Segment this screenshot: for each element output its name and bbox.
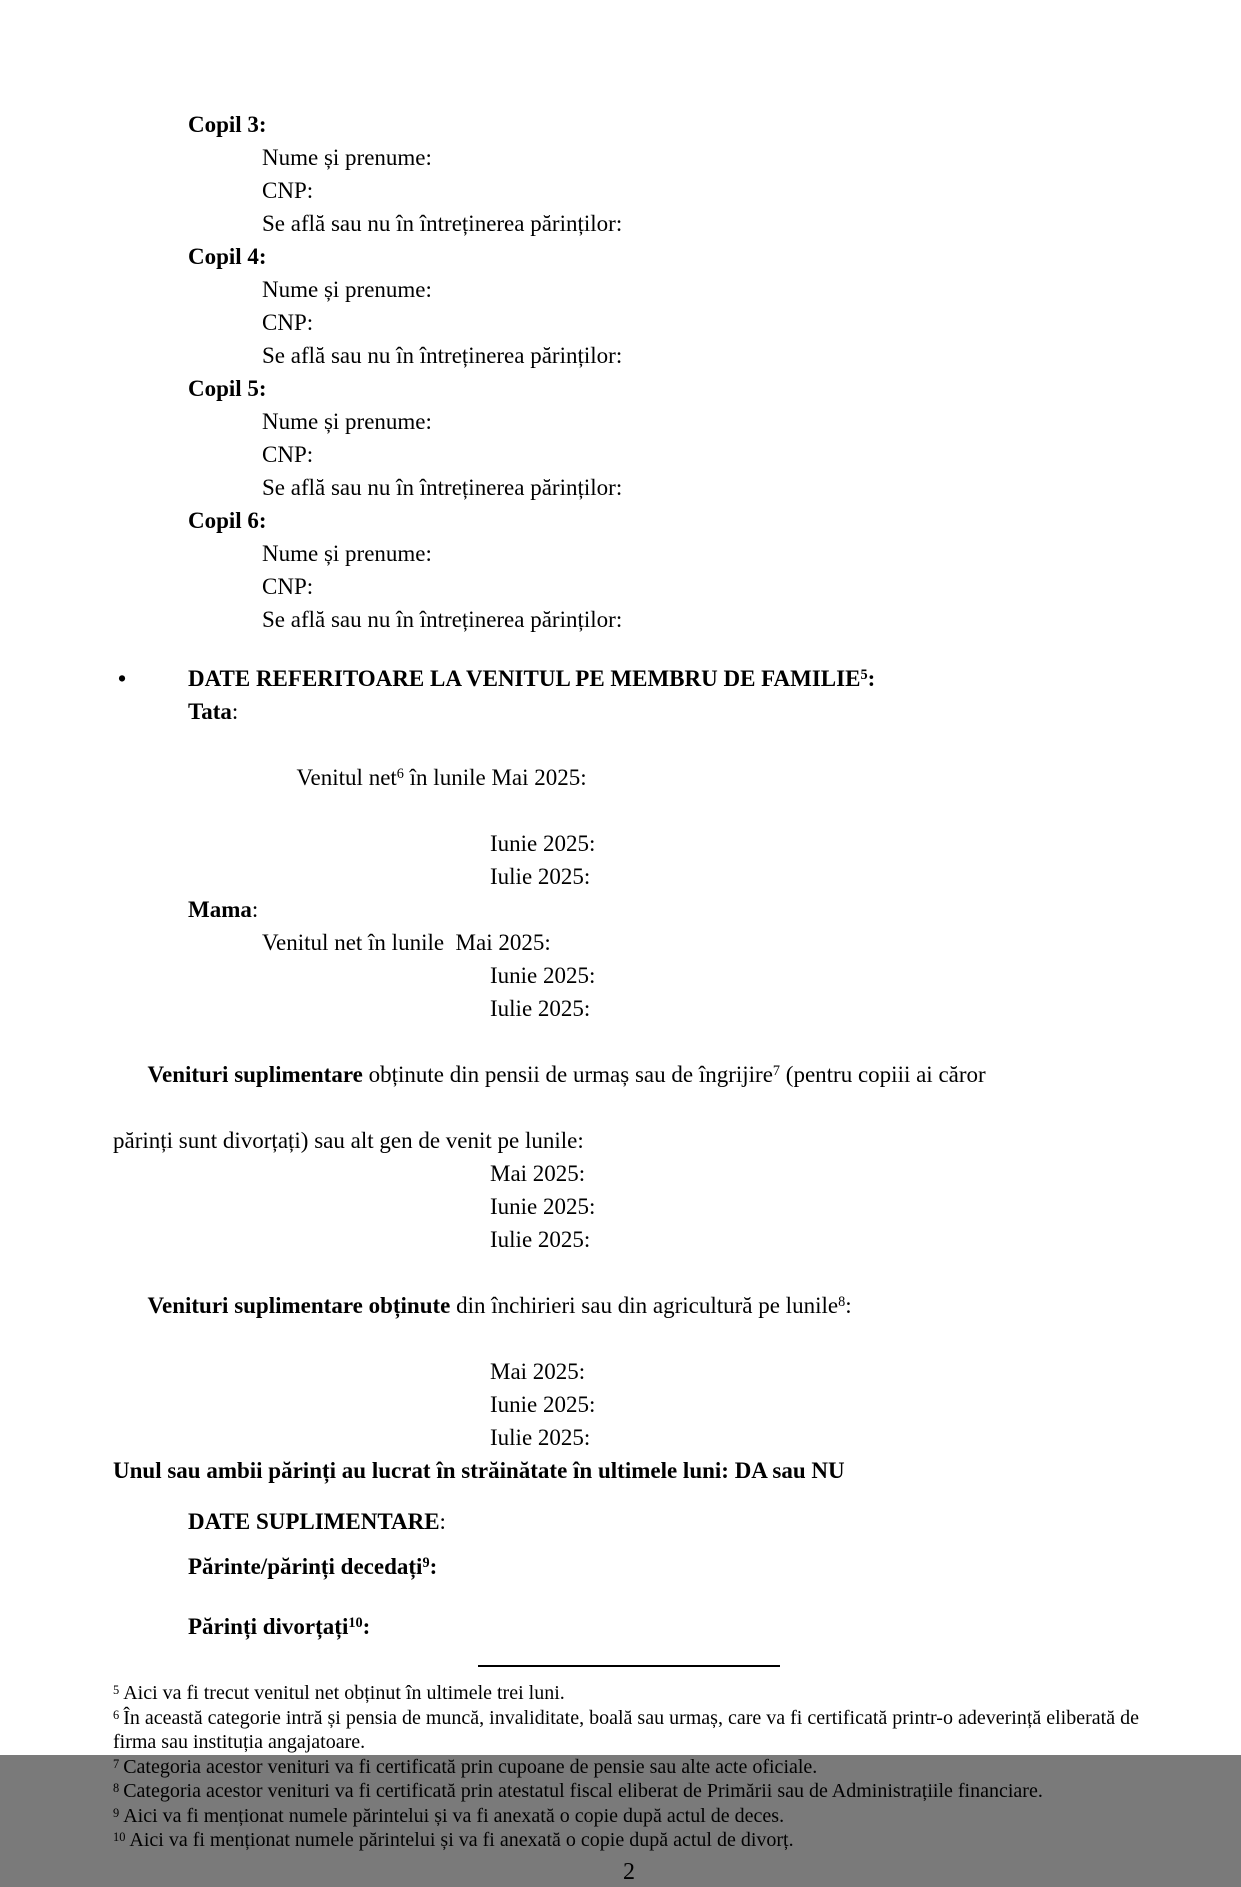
father-income-line: Venitul net$^6$ în lunile Mai 2025: [296,765,587,790]
extra-income-1-month-june: Iunie 2025: [490,1194,596,1219]
extra-income-rental-line: Venituri suplimentare obținute din închirieri sau din agricultură pe lunile$^8$: [147,1293,852,1318]
child-3-name-field: Nume și prenume: [262,145,432,170]
footnote-ref-9: 9 [422,1555,430,1572]
father-month-june: Iunie 2025: [490,831,596,856]
income-heading-text: DATE REFERITOARE LA VENITUL PE MEMBRU DE FAMILIE [188,666,861,691]
extra-income-2-month-june: Iunie 2025: [490,1392,596,1417]
child-3-label: Copil 3: [188,112,267,137]
spacer [113,1538,1145,1550]
child-5-name-field: Nume și prenume: [262,409,432,434]
deceased-parents-line: Părinte/părinți decedați$^9$: [188,1554,438,1579]
child-4-cnp-field: CNP: [262,310,314,335]
footnote-9: $^9$ Aici va fi menționat numele părintelui și va fi anexată o copie după actul de deces. [113,1804,785,1827]
child-4-name-field: Nume și prenume: [262,277,432,302]
child-3-cnp-field: CNP: [262,178,314,203]
father-month-july: Iulie 2025: [490,864,591,889]
extra-income-1-month-july: Iulie 2025: [490,1227,591,1252]
extra-income-pensions-line2: părinți sunt divorțați) sau alt gen de venit pe lunile: [113,1128,584,1153]
bullet-icon: • [118,666,127,691]
divorced-parents-line: Părinți divorțați$^{10}$: [188,1614,371,1639]
abroad-work-line: Unul sau ambii părinți au lucrat în străinătate în ultimele luni: DA sau NU [113,1458,845,1483]
footnote-number: 6 [113,1707,120,1722]
child-5-cnp-field: CNP: [262,442,314,467]
child-6-label: Copil 6: [188,508,267,533]
footnotes-section [113,1681,1145,1853]
footnote-number: 9 [113,1805,120,1820]
mother-income-line: Venitul net în lunile Mai 2025: [262,930,551,955]
children-section [113,108,1145,636]
additional-data-section [113,1505,1145,1643]
footnote-7: $^7$ Categoria acestor venituri va fi certificată prin cupoane de pensie sau alte acte oficiale. [113,1755,818,1778]
footnote-ref-6: 6 [396,766,404,783]
child-4-custody-field: Se află sau nu în întreținerea părinților: [262,343,623,368]
child-4-label: Copil 4: [188,244,267,269]
footnote-number: 7 [113,1756,120,1771]
footnote-6: $^6$ În această categorie intră și pensia de muncă, invaliditate, boală sau urmaș, care va fi certificată printr-o adeverință eliberată de firma sau instituția angajatoare. [113,1706,1139,1753]
child-5-label: Copil 5: [188,376,267,401]
footnote-10: $^{10}$ Aici va fi menționat numele părintelui și va fi anexată o copie după actul de divorț. [113,1829,794,1851]
footnote-ref-5: 5 [860,667,868,684]
extra-income-2-month-july: Iulie 2025: [490,1425,591,1450]
footnote-ref-10: 10 [348,1615,363,1632]
page-number: 2 [623,1858,635,1885]
mother-month-july: Iulie 2025: [490,996,591,1021]
footnote-number: 10 [113,1830,126,1845]
footnote-number: 8 [113,1781,120,1796]
child-6-cnp-field: CNP: [262,574,314,599]
footnote-5: $^5$ Aici va fi trecut venitul net obținut în ultimele trei luni. [113,1682,565,1704]
additional-data-heading: DATE SUPLIMENTARE: [188,1509,446,1534]
mother-label: Mama: [188,897,259,922]
child-5-custody-field: Se află sau nu în întreținerea părinților: [262,475,623,500]
spacer [113,1487,1145,1505]
income-section [113,662,1145,1487]
footnote-8: $^8$ Categoria acestor venituri va fi certificată prin atestatul fiscal eliberat de Primării sau de Administrațiile financiare. [113,1780,1043,1802]
child-3-custody-field: Se află sau nu în întreținerea părinților: [262,211,623,236]
extra-income-2-month-may: Mai 2025: [490,1359,586,1384]
footnote-ref-8: 8 [838,1294,846,1311]
child-6-custody-field: Se află sau nu în întreținerea părinților: [262,607,623,632]
extra-income-1-month-may: Mai 2025: [490,1161,586,1186]
footnote-ref-7: 7 [772,1063,781,1080]
footnote-separator [478,1665,780,1667]
footnote-number: 5 [113,1683,120,1698]
mother-month-june: Iunie 2025: [490,963,596,988]
spacer [113,636,1145,662]
father-label: Tata: [188,699,239,724]
extra-income-pensions-line1: Venituri suplimentare obținute din pensii de urmaș sau de îngrijire$^7$ (pentru copiii ai căror [147,1062,986,1087]
income-section-heading: • DATE REFERITOARE LA VENITUL PE MEMBRU DE FAMILIE$^5$: [188,662,1145,695]
child-6-name-field: Nume și prenume: [262,541,432,566]
spacer [113,1583,1145,1610]
